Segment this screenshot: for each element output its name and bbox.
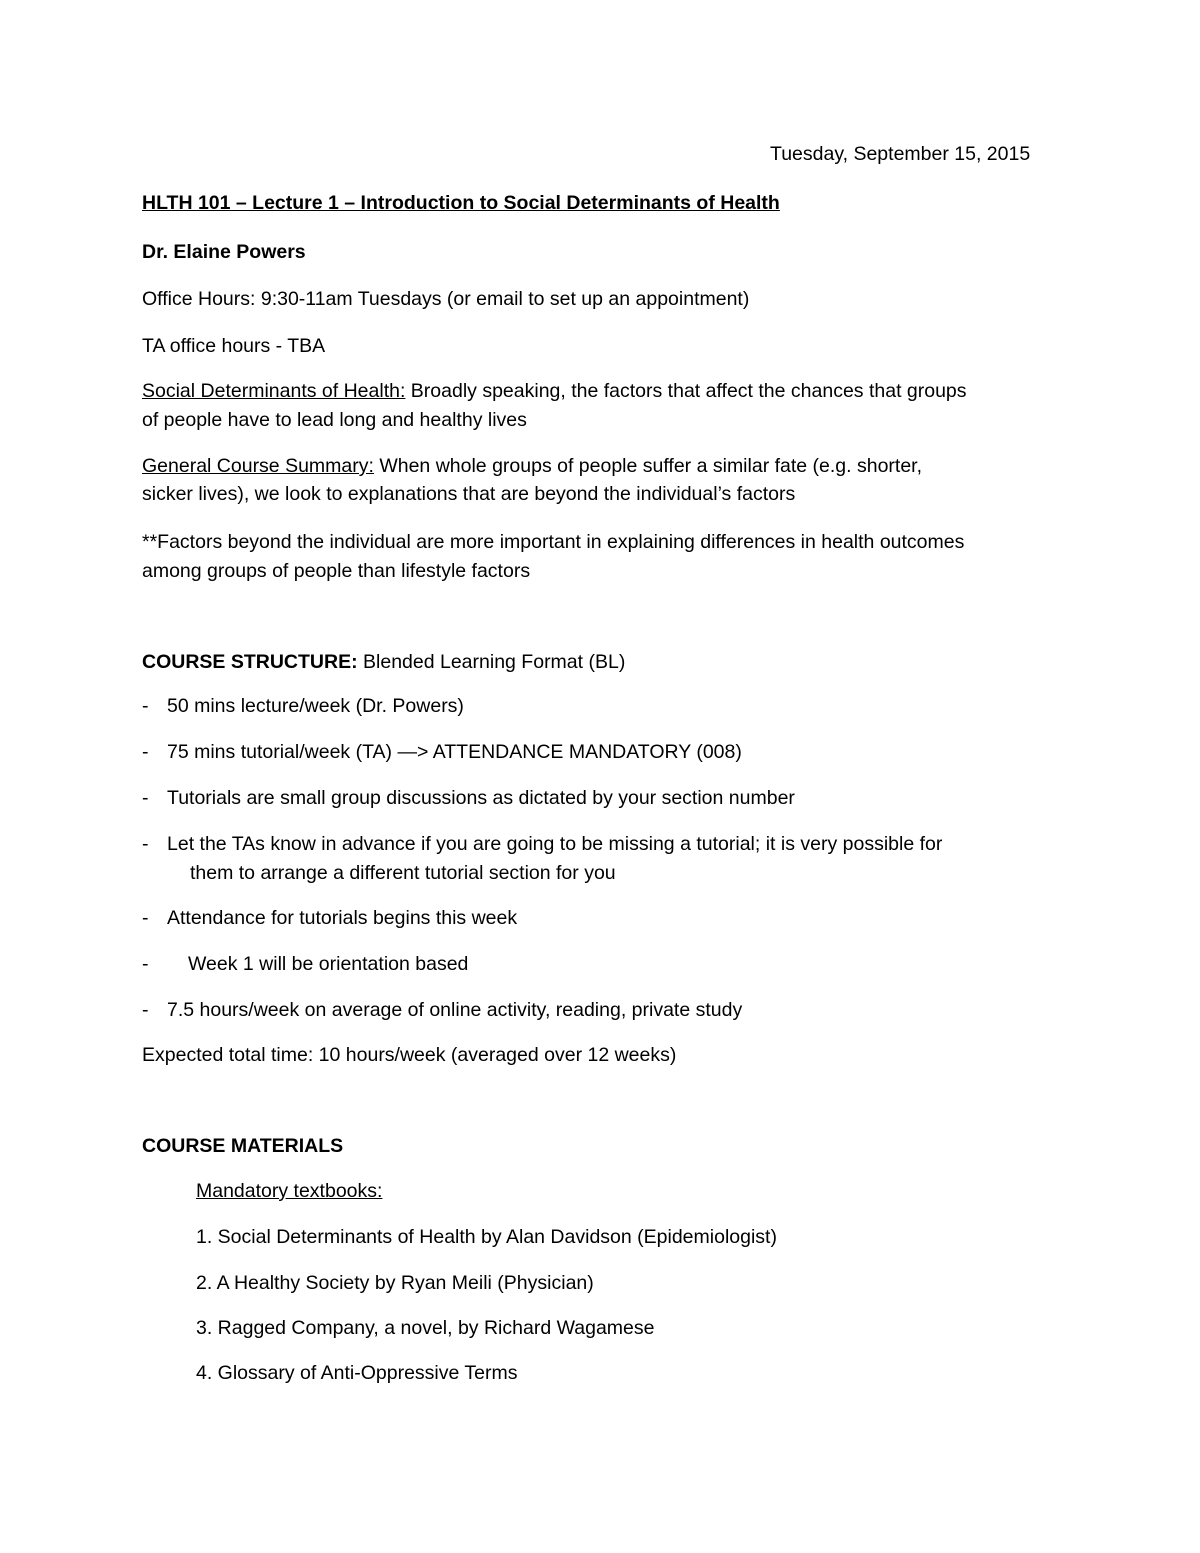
structure-item: Week 1 will be orientation based (188, 953, 469, 975)
summary-line-2: sicker lives), we look to explanations that are beyond the individual’s factors (142, 483, 796, 505)
textbook-item: 1. Social Determinants of Health by Alan Davidson (Epidemiologist) (196, 1226, 777, 1248)
sdoh-definition-line-1 (142, 379, 967, 403)
structure-item-continuation: them to arrange a different tutorial section for you (190, 862, 616, 884)
textbook-item: 4. Glossary of Anti-Oppressive Terms (196, 1362, 518, 1384)
lecture-date: Tuesday, September 15, 2015 (770, 143, 1031, 165)
bullet-dash: - (142, 907, 149, 929)
course-structure-format: Blended Learning Format (BL) (357, 651, 626, 673)
textbooks-subheading: Mandatory textbooks: (196, 1180, 383, 1202)
textbook-item: 2. A Healthy Society by Ryan Meili (Physician) (196, 1272, 594, 1294)
office-hours: Office Hours: 9:30-11am Tuesdays (or email to set up an appointment) (142, 288, 750, 310)
structure-item: Let the TAs know in advance if you are going to be missing a tutorial; it is very possible for (167, 833, 943, 855)
summary-label: General Course Summary: (142, 455, 374, 477)
expected-total-time: Expected total time: 10 hours/week (averaged over 12 weeks) (142, 1044, 677, 1066)
lecture-title: HLTH 101 – Lecture 1 – Introduction to Social Determinants of Health (142, 192, 780, 214)
bullet-dash: - (142, 741, 149, 763)
sdoh-definition-line-2: of people have to lead long and healthy lives (142, 409, 527, 431)
note-line-2: among groups of people than lifestyle factors (142, 560, 531, 582)
bullet-dash: - (142, 787, 149, 809)
structure-item: Attendance for tutorials begins this week (167, 907, 518, 929)
note-line-1: **Factors beyond the individual are more important in explaining differences in health outcomes (142, 531, 965, 553)
bullet-dash: - (142, 833, 149, 855)
course-structure-heading: COURSE STRUCTURE: (142, 651, 358, 673)
structure-item: 75 mins tutorial/week (TA) —> ATTENDANCE MANDATORY (008) (167, 741, 742, 763)
structure-item: Tutorials are small group discussions as dictated by your section number (167, 787, 795, 809)
summary-line-1 (142, 454, 922, 478)
bullet-dash: - (142, 999, 149, 1021)
sdoh-label: Social Determinants of Health: (142, 380, 406, 402)
ta-office-hours: TA office hours - TBA (142, 335, 326, 357)
bullet-dash: - (142, 695, 149, 717)
structure-item: 50 mins lecture/week (Dr. Powers) (167, 695, 464, 717)
course-materials-heading: COURSE MATERIALS (142, 1135, 344, 1157)
bullet-dash: - (142, 953, 149, 975)
textbook-item: 3. Ragged Company, a novel, by Richard Wagamese (196, 1317, 655, 1339)
summary-text: When whole groups of people suffer a similar fate (e.g. shorter, (373, 455, 923, 477)
instructor-name: Dr. Elaine Powers (142, 241, 306, 263)
sdoh-text: Broadly speaking, the factors that affect the chances that groups (405, 380, 967, 402)
structure-item: 7.5 hours/week on average of online activity, reading, private study (167, 999, 743, 1021)
course-structure-heading-line (142, 650, 625, 674)
